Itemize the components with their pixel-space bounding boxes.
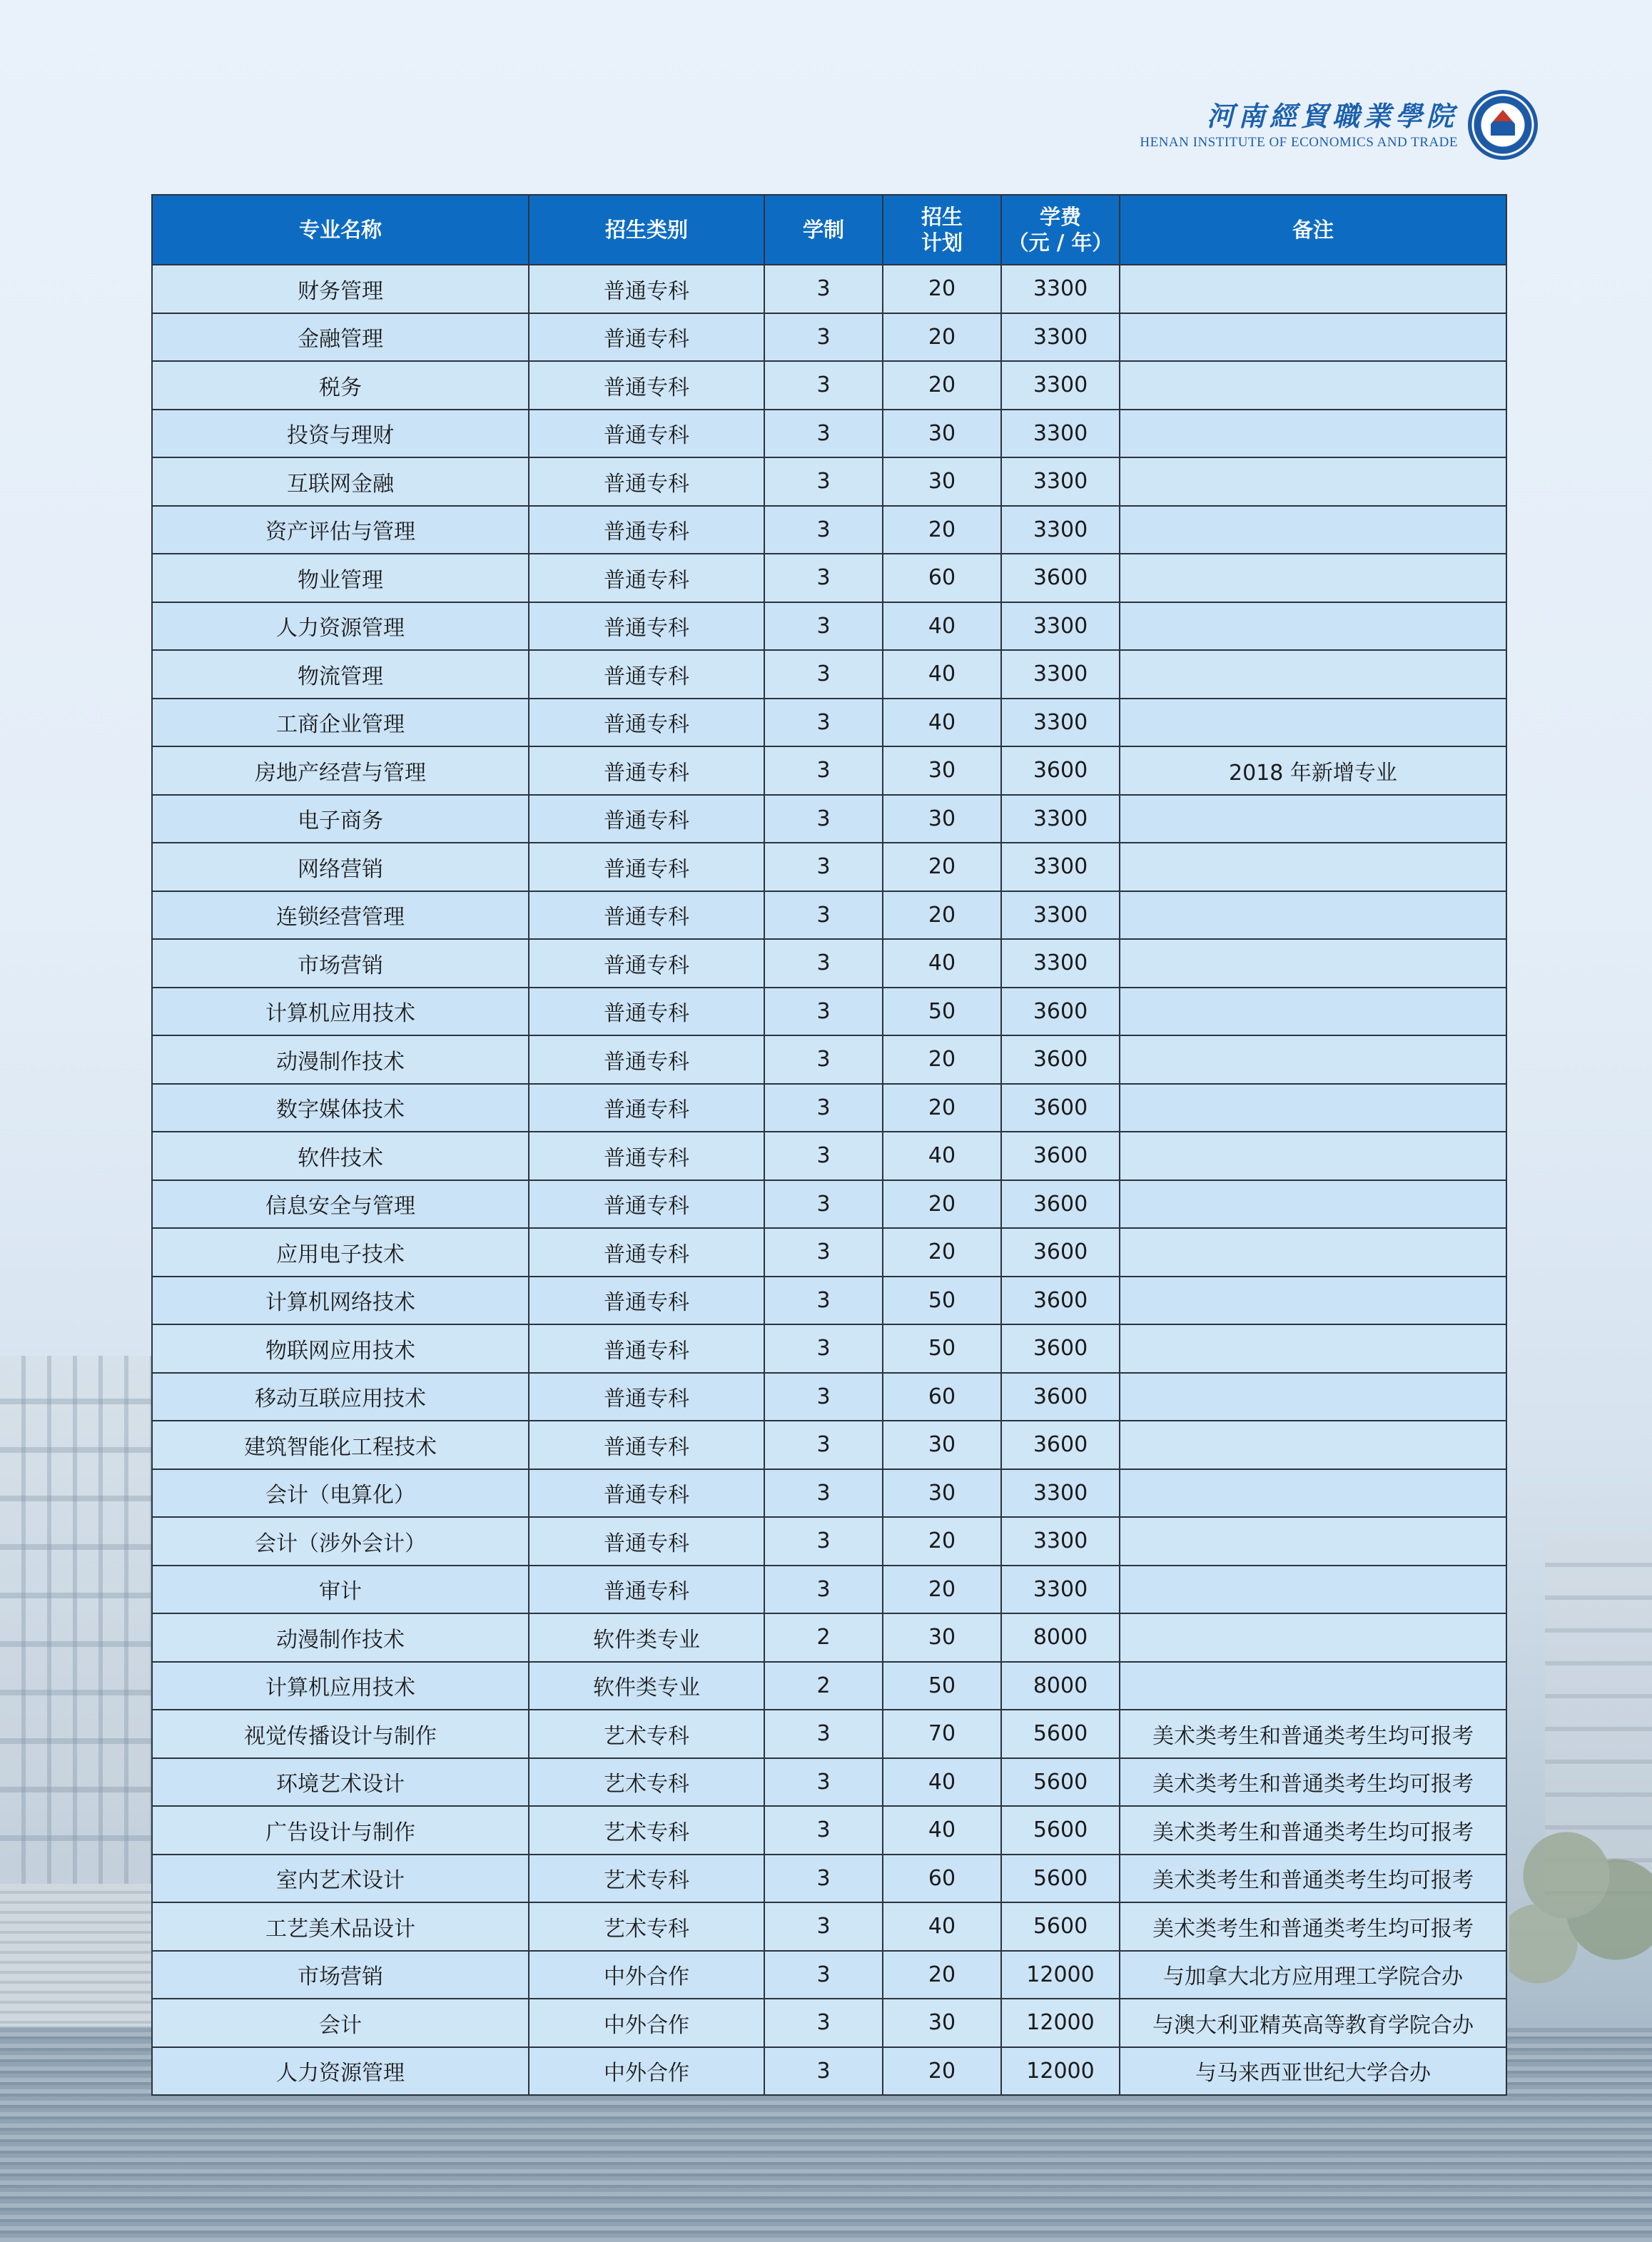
cell-note — [1120, 1084, 1506, 1132]
cell-category: 普通专科 — [529, 939, 764, 988]
cell-major: 移动互联应用技术 — [152, 1373, 529, 1421]
cell-note — [1120, 843, 1506, 891]
cell-note — [1120, 265, 1506, 313]
cell-years: 3 — [764, 1951, 883, 1999]
cell-years: 3 — [764, 1469, 883, 1518]
table-row — [152, 1902, 1506, 1951]
cell-major: 投资与理财 — [152, 410, 529, 458]
cell-years: 3 — [764, 843, 883, 891]
cell-plan: 50 — [883, 1324, 1001, 1373]
table-row — [152, 361, 1506, 410]
cell-category: 艺术专科 — [529, 1710, 764, 1758]
cell-fee: 3600 — [1001, 1035, 1120, 1084]
cell-category: 普通专科 — [529, 313, 764, 362]
cell-fee: 3300 — [1001, 650, 1120, 699]
cell-category: 普通专科 — [529, 410, 764, 458]
cell-note — [1120, 939, 1506, 988]
cell-note — [1120, 650, 1506, 699]
cell-plan: 60 — [883, 1855, 1001, 1903]
cell-category: 普通专科 — [529, 1421, 764, 1469]
cell-fee: 8000 — [1001, 1613, 1120, 1662]
cell-major: 网络营销 — [152, 843, 529, 891]
cell-major: 物联网应用技术 — [152, 1324, 529, 1373]
cell-plan: 70 — [883, 1710, 1001, 1758]
cell-note — [1120, 410, 1506, 458]
cell-years: 3 — [764, 410, 883, 458]
cell-years: 2 — [764, 1613, 883, 1662]
cell-fee: 3600 — [1001, 1228, 1120, 1277]
table-row — [152, 1421, 1506, 1469]
cell-fee: 3300 — [1001, 795, 1120, 843]
logo-chinese-name: 河南經貿職業學院 — [1206, 100, 1458, 132]
cell-category: 普通专科 — [529, 795, 764, 843]
cell-category: 普通专科 — [529, 1084, 764, 1132]
cell-category: 普通专科 — [529, 602, 764, 651]
cell-fee: 3300 — [1001, 506, 1120, 554]
cell-fee: 3600 — [1001, 988, 1120, 1036]
cell-category: 普通专科 — [529, 457, 764, 506]
cell-note — [1120, 1035, 1506, 1084]
cell-plan: 40 — [883, 650, 1001, 699]
cell-category: 普通专科 — [529, 1324, 764, 1373]
cell-note — [1120, 891, 1506, 940]
cell-plan: 40 — [883, 1132, 1001, 1180]
logo-text — [1140, 98, 1458, 151]
cell-years: 3 — [764, 1999, 883, 2047]
cell-note — [1120, 1228, 1506, 1277]
cell-years: 3 — [764, 1373, 883, 1421]
cell-fee: 3300 — [1001, 361, 1120, 410]
table-row — [152, 1999, 1506, 2047]
cell-major: 计算机网络技术 — [152, 1277, 529, 1325]
cell-plan: 20 — [883, 891, 1001, 940]
cell-plan: 60 — [883, 554, 1001, 602]
table-row — [152, 699, 1506, 747]
cell-category: 普通专科 — [529, 1277, 764, 1325]
cell-major: 应用电子技术 — [152, 1228, 529, 1277]
cell-note — [1120, 1517, 1506, 1566]
cell-plan: 30 — [883, 746, 1001, 795]
table-row — [152, 891, 1506, 940]
header-fee — [1001, 195, 1120, 265]
table-row — [152, 410, 1506, 458]
cell-category: 普通专科 — [529, 699, 764, 747]
cell-plan: 20 — [883, 1517, 1001, 1566]
cell-category: 普通专科 — [529, 843, 764, 891]
table-row — [152, 1277, 1506, 1325]
cell-category: 普通专科 — [529, 1517, 764, 1566]
cell-years: 3 — [764, 939, 883, 988]
cell-plan: 40 — [883, 602, 1001, 651]
cell-plan: 40 — [883, 699, 1001, 747]
cell-category: 普通专科 — [529, 1132, 764, 1180]
table-row — [152, 1855, 1506, 1903]
cell-years: 3 — [764, 650, 883, 699]
logo-english-name: HENAN INSTITUTE OF ECONOMICS AND TRADE — [1140, 135, 1458, 150]
cell-major: 互联网金融 — [152, 457, 529, 506]
cell-fee: 3300 — [1001, 1517, 1120, 1566]
cell-plan: 60 — [883, 1373, 1001, 1421]
cell-major: 环境艺术设计 — [152, 1758, 529, 1807]
cell-plan: 30 — [883, 1421, 1001, 1469]
cell-note — [1120, 1373, 1506, 1421]
table-row — [152, 1710, 1506, 1758]
cell-plan: 30 — [883, 1613, 1001, 1662]
cell-plan: 30 — [883, 1999, 1001, 2047]
cell-major: 人力资源管理 — [152, 602, 529, 651]
cell-fee: 3300 — [1001, 939, 1120, 988]
cell-category: 中外合作 — [529, 1951, 764, 1999]
cell-years: 3 — [764, 1758, 883, 1807]
college-logo — [1140, 86, 1538, 164]
header-note: 备注 — [1120, 195, 1506, 265]
cell-major: 室内艺术设计 — [152, 1855, 529, 1903]
cell-years: 3 — [764, 1566, 883, 1614]
cell-major: 税务 — [152, 361, 529, 410]
cell-fee: 3300 — [1001, 843, 1120, 891]
cell-category: 艺术专科 — [529, 1855, 764, 1903]
cell-years: 3 — [764, 554, 883, 602]
cell-note: 与马来西亚世纪大学合办 — [1120, 2047, 1506, 2096]
header-major: 专业名称 — [152, 195, 529, 265]
table-row — [152, 554, 1506, 602]
cell-major: 市场营销 — [152, 1951, 529, 1999]
cell-plan: 20 — [883, 361, 1001, 410]
enrollment-table-container — [151, 194, 1506, 2096]
cell-note — [1120, 1277, 1506, 1325]
cell-category: 中外合作 — [529, 1999, 764, 2047]
cell-years: 3 — [764, 699, 883, 747]
table-row — [152, 1469, 1506, 1518]
cell-note — [1120, 1132, 1506, 1180]
cell-note — [1120, 1566, 1506, 1614]
cell-years: 2 — [764, 1662, 883, 1710]
table-row — [152, 939, 1506, 988]
cell-years: 3 — [764, 2047, 883, 2096]
cell-category: 普通专科 — [529, 1469, 764, 1518]
cell-major: 动漫制作技术 — [152, 1035, 529, 1084]
cell-plan: 20 — [883, 313, 1001, 362]
table-row — [152, 795, 1506, 843]
enrollment-table — [151, 194, 1507, 2096]
cell-years: 3 — [764, 1806, 883, 1855]
cell-category: 普通专科 — [529, 1373, 764, 1421]
table-row — [152, 1758, 1506, 1807]
table-row — [152, 1951, 1506, 1999]
cell-fee: 3300 — [1001, 457, 1120, 506]
cell-fee: 3600 — [1001, 1277, 1120, 1325]
cell-fee: 3600 — [1001, 554, 1120, 602]
table-row — [152, 1084, 1506, 1132]
cell-fee: 3600 — [1001, 746, 1120, 795]
cell-years: 3 — [764, 1035, 883, 1084]
cell-note — [1120, 1180, 1506, 1229]
cell-years: 3 — [764, 1324, 883, 1373]
cell-fee: 5600 — [1001, 1710, 1120, 1758]
table-row — [152, 1566, 1506, 1614]
cell-fee: 3600 — [1001, 1180, 1120, 1229]
cell-plan: 20 — [883, 843, 1001, 891]
cell-years: 3 — [764, 1132, 883, 1180]
cell-plan: 30 — [883, 1469, 1001, 1518]
cell-fee: 3600 — [1001, 1084, 1120, 1132]
cell-years: 3 — [764, 988, 883, 1036]
background-stairs — [0, 1884, 164, 2027]
cell-years: 3 — [764, 1855, 883, 1903]
cell-note: 美术类考生和普通类考生均可报考 — [1120, 1710, 1506, 1758]
cell-plan: 30 — [883, 457, 1001, 506]
background-building-left — [0, 1356, 164, 1898]
cell-fee: 5600 — [1001, 1902, 1120, 1951]
cell-years: 3 — [764, 1421, 883, 1469]
cell-major: 工商企业管理 — [152, 699, 529, 747]
cell-major: 物业管理 — [152, 554, 529, 602]
cell-years: 3 — [764, 361, 883, 410]
cell-note — [1120, 988, 1506, 1036]
cell-fee: 3300 — [1001, 891, 1120, 940]
cell-fee: 8000 — [1001, 1662, 1120, 1710]
cell-fee: 3600 — [1001, 1132, 1120, 1180]
cell-fee: 12000 — [1001, 2047, 1120, 2096]
cell-note: 与加拿大北方应用理工学院合办 — [1120, 1951, 1506, 1999]
cell-plan: 40 — [883, 939, 1001, 988]
cell-plan: 20 — [883, 1951, 1001, 1999]
cell-category: 普通专科 — [529, 988, 764, 1036]
cell-plan: 50 — [883, 1662, 1001, 1710]
cell-note: 与澳大利亚精英高等教育学院合办 — [1120, 1999, 1506, 2047]
table-row — [152, 650, 1506, 699]
cell-category: 中外合作 — [529, 2047, 764, 2096]
header-fee-line2: （元 / 年） — [1008, 230, 1113, 255]
cell-major: 会计（涉外会计） — [152, 1517, 529, 1566]
cell-category: 普通专科 — [529, 361, 764, 410]
header-years: 学制 — [764, 195, 883, 265]
cell-fee: 3300 — [1001, 699, 1120, 747]
cell-plan: 20 — [883, 2047, 1001, 2096]
cell-note — [1120, 361, 1506, 410]
header-plan — [883, 195, 1001, 265]
cell-category: 软件类专业 — [529, 1662, 764, 1710]
cell-years: 3 — [764, 313, 883, 362]
table-row — [152, 1806, 1506, 1855]
cell-plan: 30 — [883, 795, 1001, 843]
cell-major: 资产评估与管理 — [152, 506, 529, 554]
cell-years: 3 — [764, 1277, 883, 1325]
table-header-row — [152, 195, 1506, 265]
cell-category: 普通专科 — [529, 1228, 764, 1277]
cell-note: 美术类考生和普通类考生均可报考 — [1120, 1758, 1506, 1807]
cell-note — [1120, 313, 1506, 362]
cell-plan: 40 — [883, 1758, 1001, 1807]
cell-major: 会计（电算化） — [152, 1469, 529, 1518]
cell-category: 艺术专科 — [529, 1902, 764, 1951]
cell-major: 房地产经营与管理 — [152, 746, 529, 795]
cell-major: 广告设计与制作 — [152, 1806, 529, 1855]
cell-note — [1120, 795, 1506, 843]
cell-note — [1120, 1662, 1506, 1710]
cell-major: 视觉传播设计与制作 — [152, 1710, 529, 1758]
table-row — [152, 602, 1506, 651]
table-row — [152, 265, 1506, 313]
cell-fee: 5600 — [1001, 1806, 1120, 1855]
table-row — [152, 1613, 1506, 1662]
cell-years: 3 — [764, 1084, 883, 1132]
table-row — [152, 1324, 1506, 1373]
cell-major: 建筑智能化工程技术 — [152, 1421, 529, 1469]
cell-fee: 3600 — [1001, 1373, 1120, 1421]
cell-major: 连锁经营管理 — [152, 891, 529, 940]
cell-fee: 3300 — [1001, 410, 1120, 458]
cell-category: 普通专科 — [529, 1566, 764, 1614]
college-seal-icon — [1468, 90, 1538, 160]
background-trees — [1509, 1784, 1652, 2012]
cell-category: 普通专科 — [529, 746, 764, 795]
cell-category: 普通专科 — [529, 265, 764, 313]
table-row — [152, 1373, 1506, 1421]
cell-years: 3 — [764, 1710, 883, 1758]
cell-plan: 20 — [883, 506, 1001, 554]
cell-major: 金融管理 — [152, 313, 529, 362]
cell-years: 3 — [764, 746, 883, 795]
cell-years: 3 — [764, 891, 883, 940]
cell-years: 3 — [764, 1902, 883, 1951]
cell-major: 审计 — [152, 1566, 529, 1614]
cell-major: 动漫制作技术 — [152, 1613, 529, 1662]
cell-years: 3 — [764, 506, 883, 554]
cell-major: 市场营销 — [152, 939, 529, 988]
cell-fee: 3300 — [1001, 602, 1120, 651]
cell-major: 工艺美术品设计 — [152, 1902, 529, 1951]
header-plan-line1: 招生 — [921, 205, 963, 229]
cell-years: 3 — [764, 265, 883, 313]
cell-major: 电子商务 — [152, 795, 529, 843]
cell-years: 3 — [764, 1180, 883, 1229]
header-category: 招生类别 — [529, 195, 764, 265]
cell-note: 美术类考生和普通类考生均可报考 — [1120, 1806, 1506, 1855]
cell-category: 普通专科 — [529, 554, 764, 602]
cell-plan: 50 — [883, 988, 1001, 1036]
cell-fee: 5600 — [1001, 1855, 1120, 1903]
cell-fee: 12000 — [1001, 1951, 1120, 1999]
cell-note — [1120, 1421, 1506, 1469]
cell-note — [1120, 602, 1506, 651]
cell-fee: 12000 — [1001, 1999, 1120, 2047]
table-row — [152, 1132, 1506, 1180]
cell-fee: 5600 — [1001, 1758, 1120, 1807]
cell-plan: 20 — [883, 265, 1001, 313]
cell-plan: 20 — [883, 1228, 1001, 1277]
cell-plan: 50 — [883, 1277, 1001, 1325]
cell-plan: 20 — [883, 1180, 1001, 1229]
header-fee-line1: 学费 — [1039, 205, 1081, 229]
cell-plan: 40 — [883, 1806, 1001, 1855]
cell-note — [1120, 506, 1506, 554]
cell-note — [1120, 457, 1506, 506]
cell-years: 3 — [764, 602, 883, 651]
cell-note: 2018 年新增专业 — [1120, 746, 1506, 795]
cell-fee: 3300 — [1001, 1566, 1120, 1614]
cell-note — [1120, 1469, 1506, 1518]
cell-plan: 40 — [883, 1902, 1001, 1951]
table-row — [152, 1517, 1506, 1566]
cell-note — [1120, 554, 1506, 602]
cell-category: 艺术专科 — [529, 1806, 764, 1855]
cell-note: 美术类考生和普通类考生均可报考 — [1120, 1902, 1506, 1951]
table-row — [152, 1662, 1506, 1710]
cell-major: 财务管理 — [152, 265, 529, 313]
cell-note: 美术类考生和普通类考生均可报考 — [1120, 1855, 1506, 1903]
cell-note — [1120, 1324, 1506, 1373]
table-row — [152, 457, 1506, 506]
cell-category: 软件类专业 — [529, 1613, 764, 1662]
cell-category: 普通专科 — [529, 650, 764, 699]
cell-major: 信息安全与管理 — [152, 1180, 529, 1229]
cell-plan: 20 — [883, 1566, 1001, 1614]
table-row — [152, 988, 1506, 1036]
cell-major: 物流管理 — [152, 650, 529, 699]
table-row — [152, 1180, 1506, 1229]
cell-major: 计算机应用技术 — [152, 1662, 529, 1710]
table-row — [152, 313, 1506, 362]
cell-major: 软件技术 — [152, 1132, 529, 1180]
cell-category: 普通专科 — [529, 1180, 764, 1229]
cell-major: 数字媒体技术 — [152, 1084, 529, 1132]
cell-major: 人力资源管理 — [152, 2047, 529, 2096]
table-row — [152, 746, 1506, 795]
cell-note — [1120, 1613, 1506, 1662]
cell-plan: 30 — [883, 410, 1001, 458]
cell-category: 普通专科 — [529, 1035, 764, 1084]
header-plan-line2: 计划 — [921, 230, 963, 255]
cell-plan: 20 — [883, 1084, 1001, 1132]
cell-plan: 20 — [883, 1035, 1001, 1084]
cell-years: 3 — [764, 1228, 883, 1277]
table-body — [152, 265, 1506, 2095]
table-row — [152, 843, 1506, 891]
cell-note — [1120, 699, 1506, 747]
cell-major: 计算机应用技术 — [152, 988, 529, 1036]
table-row — [152, 506, 1506, 554]
cell-category: 普通专科 — [529, 506, 764, 554]
cell-major: 会计 — [152, 1999, 529, 2047]
cell-fee: 3300 — [1001, 1469, 1120, 1518]
cell-fee: 3600 — [1001, 1324, 1120, 1373]
table-row — [152, 1035, 1506, 1084]
table-row — [152, 2047, 1506, 2096]
cell-years: 3 — [764, 1517, 883, 1566]
cell-fee: 3300 — [1001, 265, 1120, 313]
cell-years: 3 — [764, 795, 883, 843]
table-row — [152, 1228, 1506, 1277]
cell-category: 艺术专科 — [529, 1758, 764, 1807]
cell-fee: 3600 — [1001, 1421, 1120, 1469]
cell-category: 普通专科 — [529, 891, 764, 940]
cell-years: 3 — [764, 457, 883, 506]
cell-fee: 3300 — [1001, 313, 1120, 362]
